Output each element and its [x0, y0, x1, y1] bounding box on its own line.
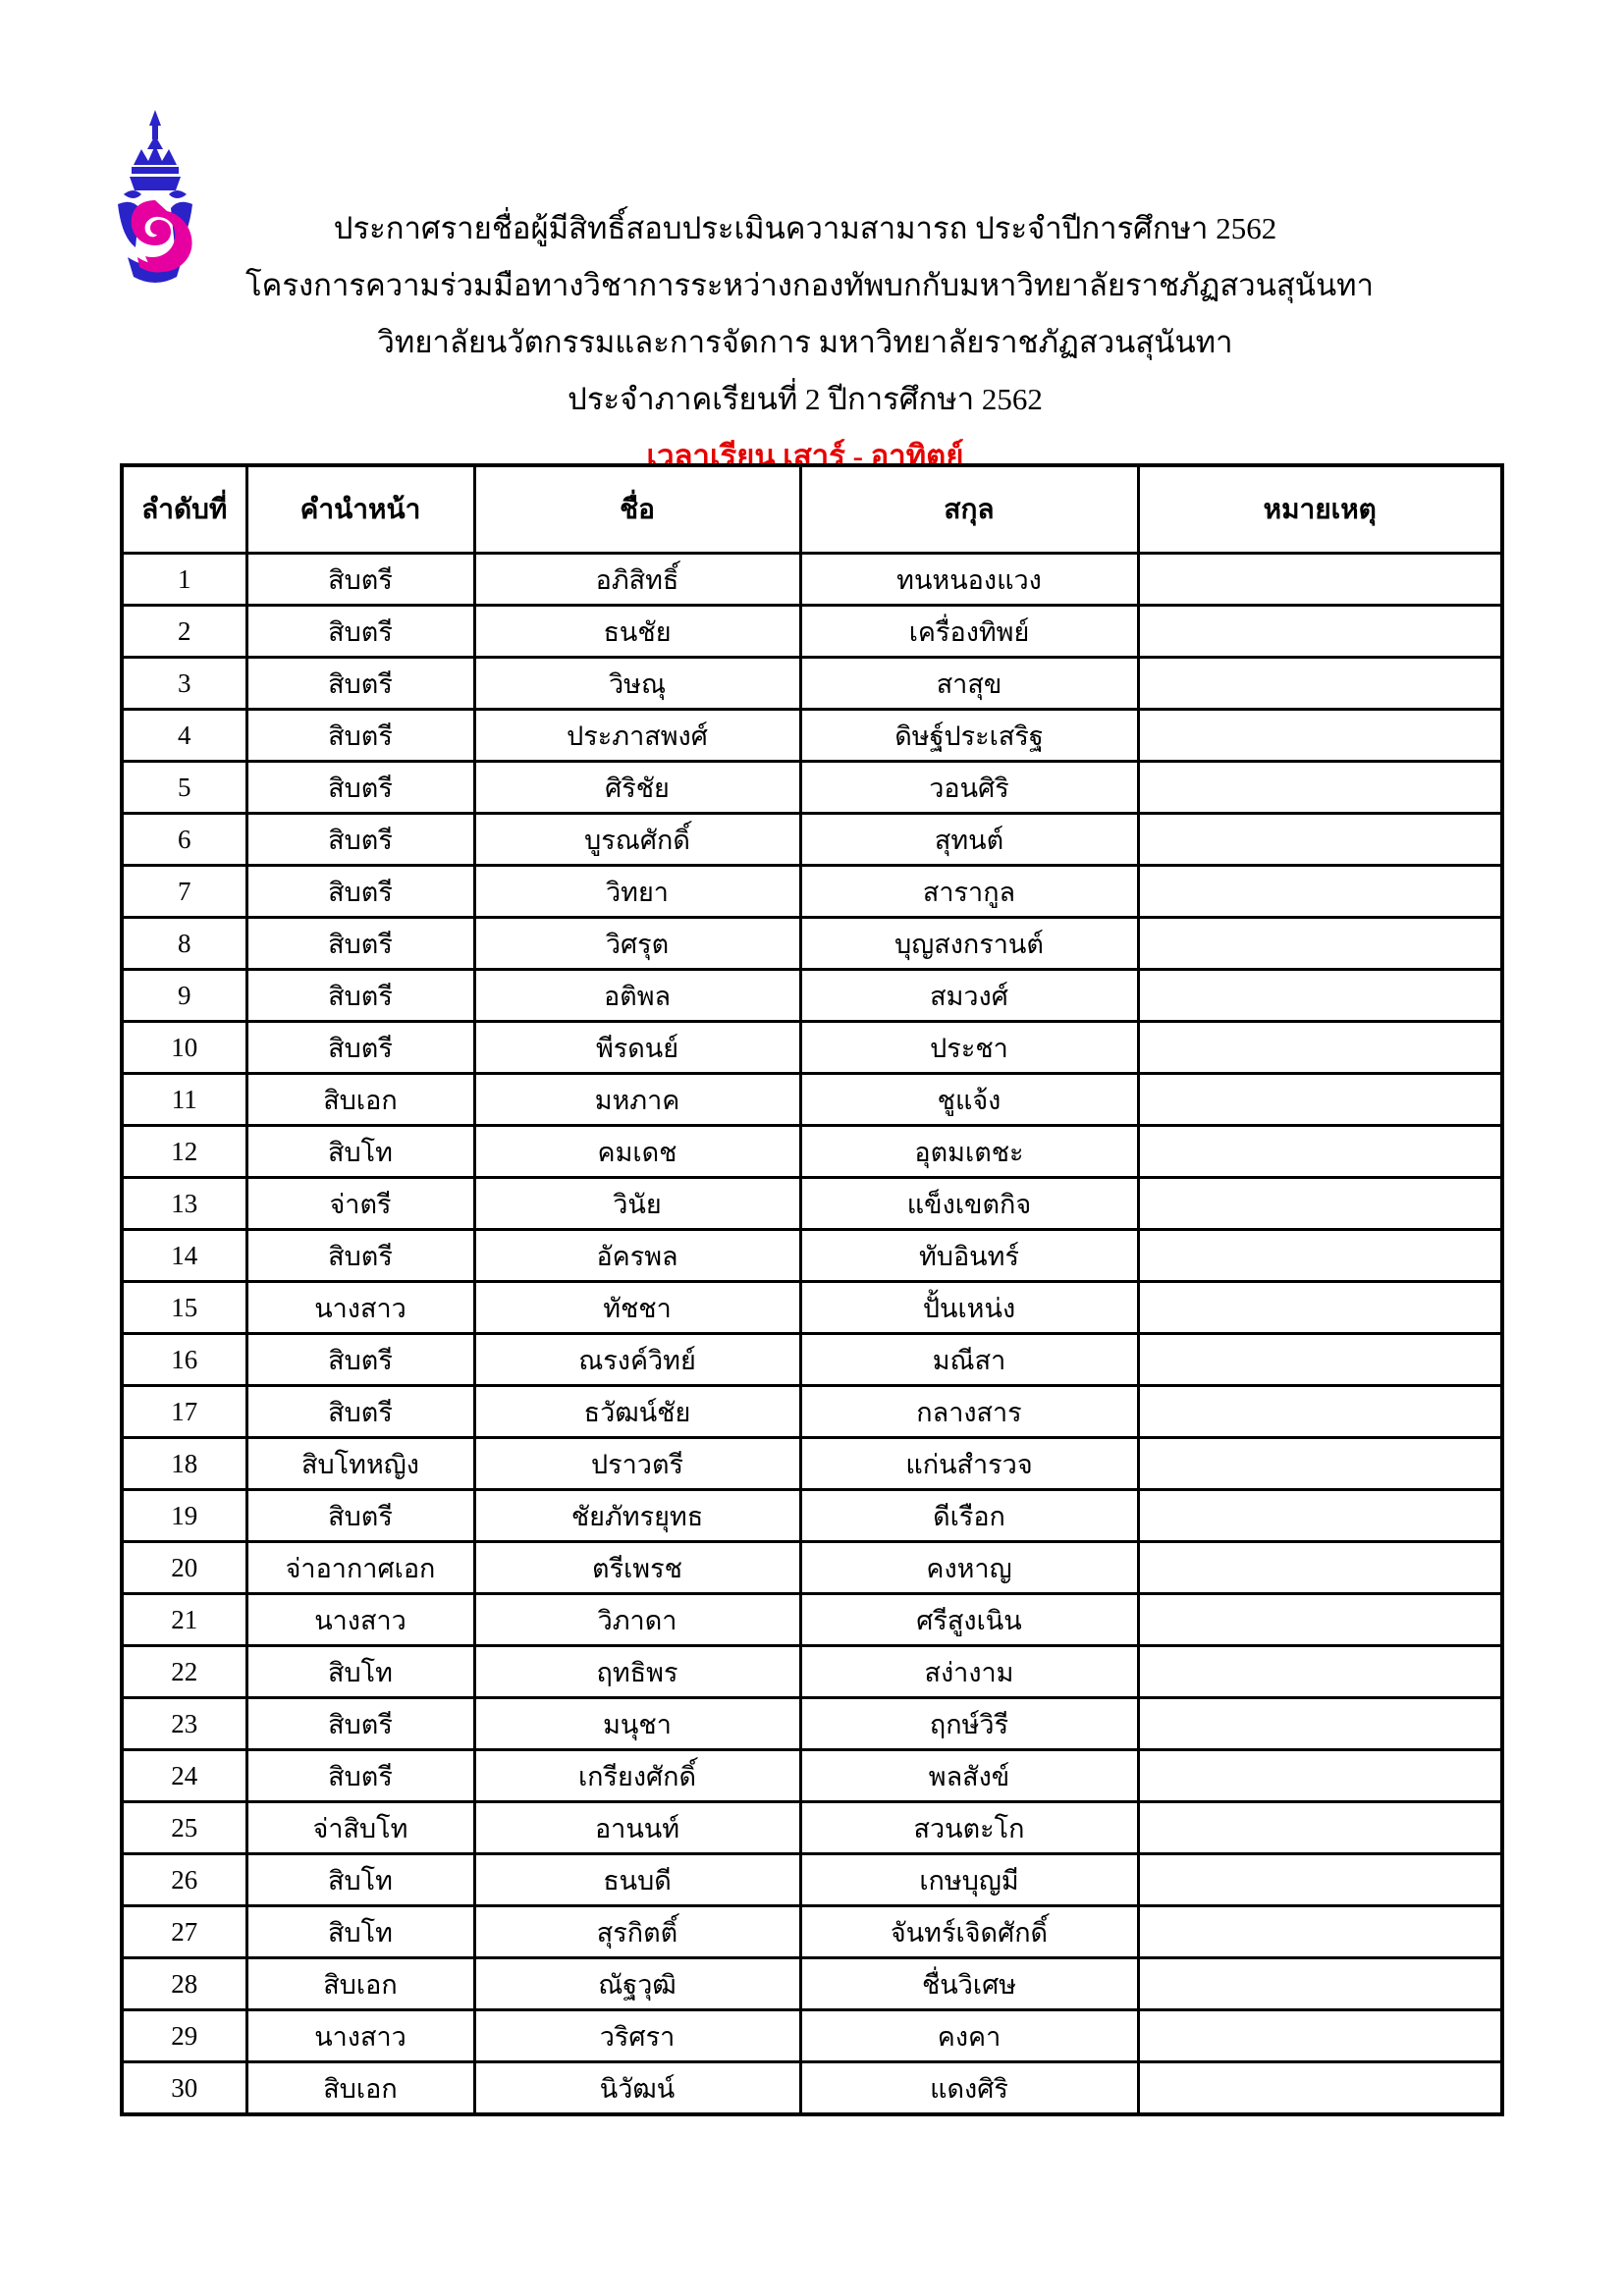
schedule-line: เวลาเรียน เสาร์ - อาทิตย์ — [646, 439, 964, 473]
cell-index: 17 — [122, 1386, 246, 1438]
student-row — [122, 762, 1502, 814]
cell-index: 10 — [122, 1022, 246, 1074]
cell-surname: สาสุข — [800, 658, 1138, 710]
cell-prefix: สิบตรี — [246, 658, 474, 710]
cell-prefix: สิบโท — [246, 1646, 474, 1698]
cell-index: 11 — [122, 1074, 246, 1126]
cell-surname: สง่างาม — [800, 1646, 1138, 1698]
cell-remark — [1138, 2062, 1502, 2115]
student-row — [122, 1594, 1502, 1646]
cell-remark — [1138, 1542, 1502, 1594]
cell-remark — [1138, 710, 1502, 762]
cell-prefix: สิบตรี — [246, 1750, 474, 1802]
cell-index: 24 — [122, 1750, 246, 1802]
student-row — [122, 554, 1502, 606]
cell-first-name: วริศรา — [474, 2010, 800, 2062]
cell-index: 23 — [122, 1698, 246, 1750]
cell-remark — [1138, 918, 1502, 970]
cell-remark — [1138, 1022, 1502, 1074]
cell-first-name: ปราวตรี — [474, 1438, 800, 1490]
cell-first-name: อานนท์ — [474, 1802, 800, 1854]
cell-surname: จันทร์เจิดศักดิ์ — [800, 1906, 1138, 1958]
cell-remark — [1138, 1802, 1502, 1854]
student-row — [122, 1646, 1502, 1698]
title-line-2: โครงการความร่วมมือทางวิชาการระหว่างกองทัพบกกับมหาวิทยาลัยราชภัฏสวนสุนันทา — [245, 268, 1375, 302]
cell-surname: เกษบุญมี — [800, 1854, 1138, 1906]
cell-remark — [1138, 1490, 1502, 1542]
cell-remark — [1138, 1178, 1502, 1230]
cell-remark — [1138, 1386, 1502, 1438]
col-header-remark: หมายเหตุ — [1138, 465, 1502, 554]
student-row — [122, 1854, 1502, 1906]
cell-first-name: ศิริชัย — [474, 762, 800, 814]
header-row — [122, 465, 1502, 554]
cell-remark — [1138, 1438, 1502, 1490]
document-header — [245, 200, 1375, 485]
cell-surname: ทับอินทร์ — [800, 1230, 1138, 1282]
student-row — [122, 2062, 1502, 2115]
cell-remark — [1138, 970, 1502, 1022]
student-row — [122, 1334, 1502, 1386]
student-row — [122, 1958, 1502, 2010]
cell-first-name: ชัยภัทรยุทธ — [474, 1490, 800, 1542]
cell-surname: ศรีสูงเนิน — [800, 1594, 1138, 1646]
cell-index: 25 — [122, 1802, 246, 1854]
cell-index: 16 — [122, 1334, 246, 1386]
cell-prefix: จ่าสิบโท — [246, 1802, 474, 1854]
cell-first-name: ตรีเพรช — [474, 1542, 800, 1594]
cell-index: 27 — [122, 1906, 246, 1958]
cell-remark — [1138, 658, 1502, 710]
cell-remark — [1138, 1906, 1502, 1958]
col-header-index: ลำดับที่ — [122, 465, 246, 554]
cell-remark — [1138, 2010, 1502, 2062]
cell-index: 8 — [122, 918, 246, 970]
cell-index: 21 — [122, 1594, 246, 1646]
cell-index: 4 — [122, 710, 246, 762]
cell-index: 2 — [122, 606, 246, 658]
cell-prefix: สิบตรี — [246, 1490, 474, 1542]
title-line-1: ประกาศรายชื่อผู้มีสิทธิ์สอบประเมินความสามารถ ประจำปีการศึกษา 2562 — [333, 211, 1277, 245]
cell-index: 20 — [122, 1542, 246, 1594]
cell-surname: สมวงศ์ — [800, 970, 1138, 1022]
cell-prefix: สิบตรี — [246, 710, 474, 762]
title-line-4: ประจำภาคเรียนที่ 2 ปีการศึกษา 2562 — [568, 382, 1043, 416]
student-row — [122, 2010, 1502, 2062]
cell-index: 29 — [122, 2010, 246, 2062]
cell-first-name: ประภาสพงศ์ — [474, 710, 800, 762]
cell-surname: ชูแจ้ง — [800, 1074, 1138, 1126]
cell-index: 5 — [122, 762, 246, 814]
cell-surname: สวนตะโก — [800, 1802, 1138, 1854]
cell-first-name: วิษณุ — [474, 658, 800, 710]
student-row — [122, 1490, 1502, 1542]
cell-prefix: สิบตรี — [246, 866, 474, 918]
cell-prefix: สิบเอก — [246, 1074, 474, 1126]
cell-surname: ชื่นวิเศษ — [800, 1958, 1138, 2010]
student-row — [122, 1022, 1502, 1074]
cell-index: 1 — [122, 554, 246, 606]
cell-remark — [1138, 1854, 1502, 1906]
cell-index: 15 — [122, 1282, 246, 1334]
cell-surname: ดีเรือก — [800, 1490, 1138, 1542]
cell-first-name: เกรียงศักดิ์ — [474, 1750, 800, 1802]
cell-index: 12 — [122, 1126, 246, 1178]
cell-index: 28 — [122, 1958, 246, 2010]
cell-prefix: สิบตรี — [246, 554, 474, 606]
cell-index: 14 — [122, 1230, 246, 1282]
cell-remark — [1138, 1334, 1502, 1386]
student-row — [122, 1386, 1502, 1438]
cell-prefix: สิบเอก — [246, 1958, 474, 2010]
student-row — [122, 1074, 1502, 1126]
cell-remark — [1138, 762, 1502, 814]
cell-first-name: อภิสิทธิ์ — [474, 554, 800, 606]
cell-remark — [1138, 606, 1502, 658]
cell-first-name: อัครพล — [474, 1230, 800, 1282]
cell-surname: สุทนต์ — [800, 814, 1138, 866]
cell-index: 26 — [122, 1854, 246, 1906]
student-row — [122, 1126, 1502, 1178]
student-row — [122, 814, 1502, 866]
student-row — [122, 866, 1502, 918]
cell-surname: คงหาญ — [800, 1542, 1138, 1594]
cell-prefix: สิบตรี — [246, 1022, 474, 1074]
cell-prefix: สิบตรี — [246, 1334, 474, 1386]
cell-surname: ปั้นเหน่ง — [800, 1282, 1138, 1334]
cell-index: 22 — [122, 1646, 246, 1698]
cell-first-name: ธนบดี — [474, 1854, 800, 1906]
cell-prefix: จ่าตรี — [246, 1178, 474, 1230]
cell-first-name: วิภาดา — [474, 1594, 800, 1646]
cell-remark — [1138, 1230, 1502, 1282]
cell-surname: บุญสงกรานต์ — [800, 918, 1138, 970]
student-row — [122, 1750, 1502, 1802]
cell-index: 7 — [122, 866, 246, 918]
col-header-surname: สกุล — [800, 465, 1138, 554]
cell-prefix: สิบโท — [246, 1126, 474, 1178]
cell-surname: สารากูล — [800, 866, 1138, 918]
student-row — [122, 606, 1502, 658]
cell-remark — [1138, 1282, 1502, 1334]
cell-prefix: สิบตรี — [246, 606, 474, 658]
cell-first-name: วินัย — [474, 1178, 800, 1230]
student-row — [122, 1906, 1502, 1958]
cell-remark — [1138, 866, 1502, 918]
cell-remark — [1138, 1594, 1502, 1646]
cell-prefix: สิบตรี — [246, 762, 474, 814]
cell-remark — [1138, 1074, 1502, 1126]
cell-surname: ประชา — [800, 1022, 1138, 1074]
cell-surname: ดิษฐ์ประเสริฐ — [800, 710, 1138, 762]
col-header-first-name: ชื่อ — [474, 465, 800, 554]
cell-surname: ฤกษ์วิรี — [800, 1698, 1138, 1750]
cell-remark — [1138, 1750, 1502, 1802]
cell-first-name: บูรณศักดิ์ — [474, 814, 800, 866]
cell-first-name: ฤทธิพร — [474, 1646, 800, 1698]
cell-prefix: สิบตรี — [246, 814, 474, 866]
student-row — [122, 1802, 1502, 1854]
cell-first-name: วิศรุต — [474, 918, 800, 970]
cell-prefix: นางสาว — [246, 1282, 474, 1334]
cell-first-name: ธวัฒน์ชัย — [474, 1386, 800, 1438]
cell-index: 9 — [122, 970, 246, 1022]
student-row — [122, 1282, 1502, 1334]
cell-prefix: สิบเอก — [246, 2062, 474, 2115]
cell-first-name: ทัชชา — [474, 1282, 800, 1334]
cell-surname: มณีสา — [800, 1334, 1138, 1386]
cell-surname: เครื่องทิพย์ — [800, 606, 1138, 658]
cell-surname: วอนศิริ — [800, 762, 1138, 814]
cell-prefix: สิบโท — [246, 1906, 474, 1958]
cell-first-name: ธนชัย — [474, 606, 800, 658]
cell-index: 13 — [122, 1178, 246, 1230]
cell-remark — [1138, 1958, 1502, 2010]
cell-prefix: สิบตรี — [246, 970, 474, 1022]
cell-first-name: ณัฐวุฒิ — [474, 1958, 800, 2010]
cell-prefix: สิบตรี — [246, 1698, 474, 1750]
cell-index: 3 — [122, 658, 246, 710]
cell-surname: แดงศิริ — [800, 2062, 1138, 2115]
cell-surname: พลสังข์ — [800, 1750, 1138, 1802]
student-row — [122, 1178, 1502, 1230]
cell-remark — [1138, 814, 1502, 866]
cell-prefix: สิบตรี — [246, 1230, 474, 1282]
roster-table-body — [122, 554, 1502, 2115]
student-row — [122, 1698, 1502, 1750]
cell-prefix: สิบตรี — [246, 918, 474, 970]
university-emblem-logo — [104, 110, 206, 294]
cell-remark — [1138, 1126, 1502, 1178]
student-row — [122, 658, 1502, 710]
cell-remark — [1138, 554, 1502, 606]
cell-surname: อุตมเตชะ — [800, 1126, 1138, 1178]
roster-table — [120, 463, 1504, 2116]
cell-surname: คงคา — [800, 2010, 1138, 2062]
cell-prefix: นางสาว — [246, 2010, 474, 2062]
cell-first-name: ณรงค์วิทย์ — [474, 1334, 800, 1386]
cell-first-name: พีรดนย์ — [474, 1022, 800, 1074]
cell-first-name: อติพล — [474, 970, 800, 1022]
cell-prefix: นางสาว — [246, 1594, 474, 1646]
cell-first-name: คมเดช — [474, 1126, 800, 1178]
student-row — [122, 1438, 1502, 1490]
cell-surname: แข็งเขตกิจ — [800, 1178, 1138, 1230]
cell-prefix: สิบตรี — [246, 1386, 474, 1438]
cell-first-name: นิวัฒน์ — [474, 2062, 800, 2115]
cell-index: 18 — [122, 1438, 246, 1490]
title-line-3: วิทยาลัยนวัตกรรมและการจัดการ มหาวิทยาลัยราชภัฏสวนสุนันทา — [377, 325, 1233, 359]
cell-prefix: สิบโท — [246, 1854, 474, 1906]
cell-surname: แก่นสำรวจ — [800, 1438, 1138, 1490]
student-row — [122, 1542, 1502, 1594]
cell-first-name: มหภาค — [474, 1074, 800, 1126]
cell-remark — [1138, 1646, 1502, 1698]
cell-first-name: วิทยา — [474, 866, 800, 918]
student-row — [122, 1230, 1502, 1282]
roster-table-head — [122, 465, 1502, 554]
cell-prefix: จ่าอากาศเอก — [246, 1542, 474, 1594]
cell-prefix: สิบโทหญิง — [246, 1438, 474, 1490]
cell-index: 6 — [122, 814, 246, 866]
student-row — [122, 918, 1502, 970]
cell-surname: กลางสาร — [800, 1386, 1138, 1438]
cell-first-name: มนุชา — [474, 1698, 800, 1750]
cell-index: 30 — [122, 2062, 246, 2115]
cell-first-name: สุรกิตติ์ — [474, 1906, 800, 1958]
cell-surname: ทนหนองแวง — [800, 554, 1138, 606]
student-row — [122, 970, 1502, 1022]
col-header-prefix: คำนำหน้า — [246, 465, 474, 554]
cell-index: 19 — [122, 1490, 246, 1542]
cell-remark — [1138, 1698, 1502, 1750]
student-row — [122, 710, 1502, 762]
